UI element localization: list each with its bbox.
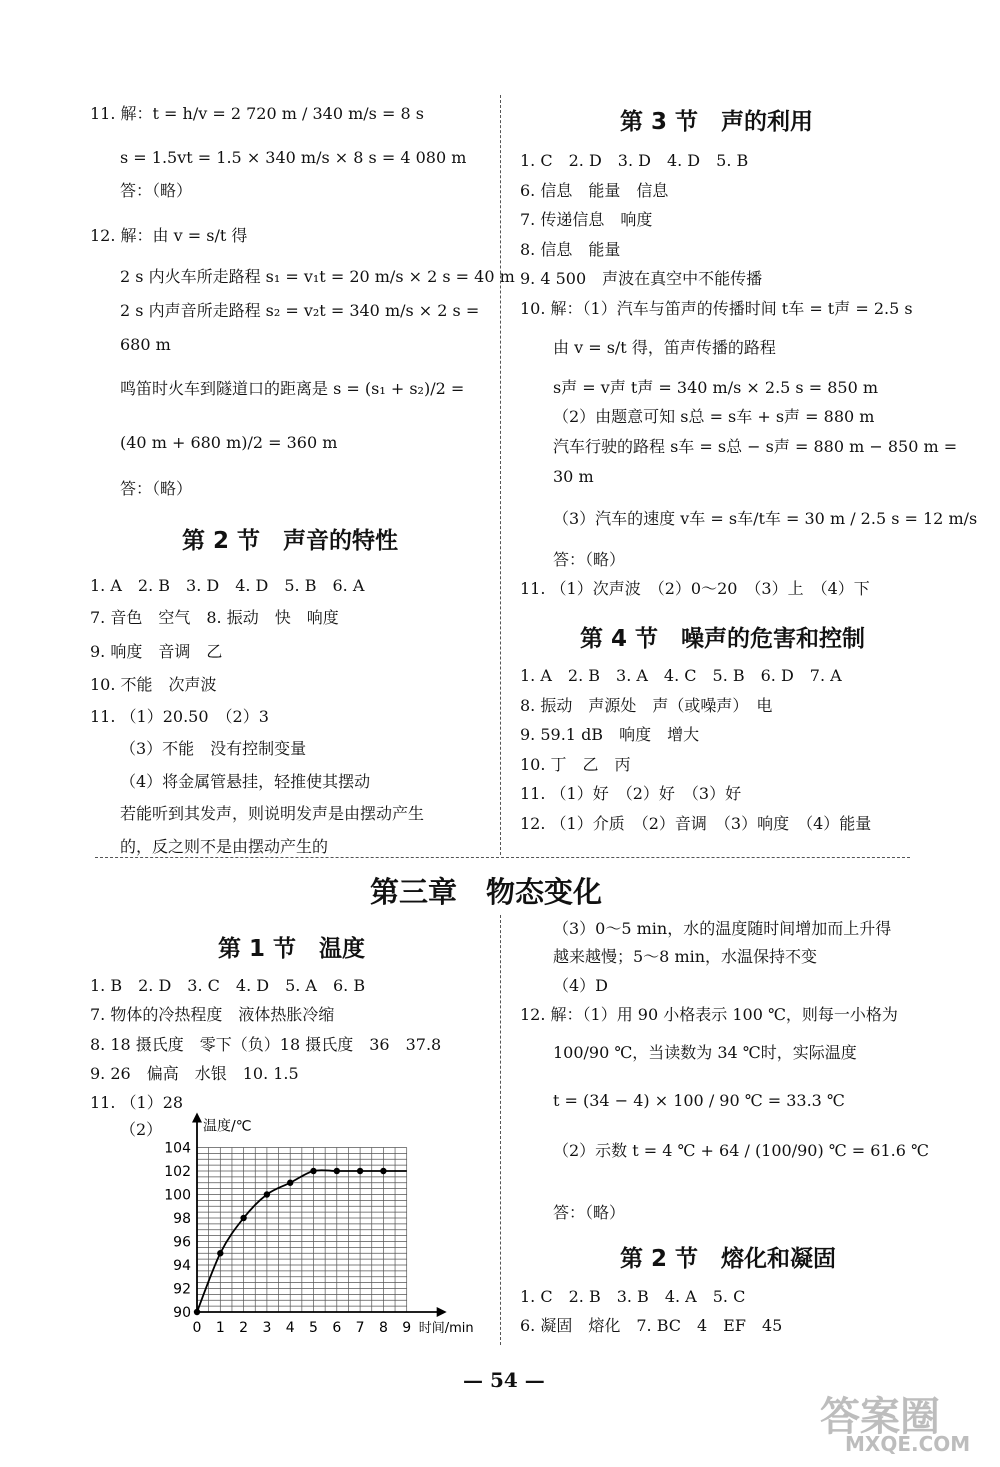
answer-line: 11. （1）20.50 （2）3 [90, 707, 269, 726]
data-point [380, 1168, 386, 1174]
answer-line: 答：（略） [553, 1203, 626, 1222]
data-point [357, 1168, 363, 1174]
answer-line: 11. 解：t = h/v = 2 720 m / 340 m/s = 8 s [90, 104, 424, 123]
x-tick-label: 0 [192, 1320, 202, 1336]
answer-line: 7. 传递信息 响度 [520, 210, 653, 229]
answer-line: t = (34 − 4) × 100 / 90 ℃ = 33.3 ℃ [553, 1091, 845, 1110]
page-number: — 54 — [463, 1368, 545, 1392]
x-axis-label: 时间/min [418, 1321, 474, 1336]
answer-line: (40 m + 680 m)/2 = 360 m [120, 433, 338, 452]
answer-line: 1. C 2. B 3. B 4. A 5. C [520, 1287, 746, 1306]
answer-line: 1. B 2. D 3. C 4. D 5. A 6. B [90, 976, 366, 995]
answer-line: 11. （1）好 （2）好 （3）好 [520, 784, 742, 803]
answer-line: 680 m [120, 335, 171, 354]
temperature-time-chart [155, 1110, 500, 1340]
answer-line: （2）示数 t = 4 ℃ + 64 / (100/90) ℃ = 61.6 ℃ [553, 1141, 929, 1160]
data-point [287, 1180, 293, 1186]
answer-line: 6. 凝固 熔化 7. BC 4 EF 45 [520, 1316, 783, 1335]
answer-line: 10. 解：（1）汽车与笛声的传播时间 t车 = t声 = 2.5 s [520, 299, 913, 318]
data-point [217, 1250, 223, 1256]
y-axis-label: 温度/℃ [203, 1118, 252, 1135]
answer-line: 10. 不能 次声波 [90, 675, 217, 694]
y-tick-label: 92 [173, 1281, 191, 1298]
answer-line: （4）D [553, 976, 609, 995]
answer-line: 12. 解：由 v = s/t 得 [90, 226, 248, 245]
answer-line: 2 s 内火车所走路程 s₁ = v₁t = 20 m/s × 2 s = 40 m [120, 267, 515, 286]
y-tick-label: 102 [164, 1164, 191, 1180]
answer-line: 答：（略） [553, 550, 626, 569]
answer-line: （2）由题意可知 s总 = s车 + s声 = 880 m [553, 407, 875, 426]
chapter-divider [95, 857, 910, 858]
answer-line: （3）0～5 min，水的温度随时间增加而上升得 [553, 919, 892, 938]
x-tick-label: 3 [262, 1320, 272, 1336]
x-tick-label: 5 [309, 1320, 318, 1336]
answer-line: 9. 响度 音调 乙 [90, 642, 223, 661]
y-tick-label: 94 [173, 1258, 191, 1274]
answer-line: 答：（略） [120, 181, 193, 200]
y-axis-arrow [192, 1113, 202, 1123]
watermark-url: MXQE.COM [845, 1432, 971, 1456]
data-point [194, 1309, 200, 1315]
chart-grid [197, 1148, 407, 1313]
section-title-2-melting: 第 2 节 熔化和凝固 [620, 1246, 837, 1272]
answer-line: 9. 4 500 声波在真空中不能传播 [520, 269, 763, 288]
answer-line: 9. 59.1 dB 响度 增大 [520, 725, 700, 744]
answer-line: 30 m [553, 467, 594, 486]
watermark-logo: 答案圈 [820, 1394, 940, 1440]
answer-line: 7. 音色 空气 8. 振动 快 响度 [90, 608, 339, 627]
answer-line: 8. 信息 能量 [520, 240, 621, 259]
section-title-3-sound-use: 第 3 节 声的利用 [620, 109, 814, 135]
answer-line: 11. （1）28 [90, 1093, 184, 1112]
answer-line: （3）不能 没有控制变量 [120, 739, 307, 758]
x-tick-label: 2 [239, 1320, 249, 1336]
x-tick-label: 8 [378, 1320, 388, 1336]
x-axis-arrow [437, 1307, 447, 1317]
answer-line: （2） [120, 1120, 163, 1139]
answer-line: 1. C 2. D 3. D 4. D 5. B [520, 151, 749, 170]
chart-labels [164, 1118, 473, 1337]
y-tick-label: 100 [164, 1187, 191, 1204]
section-title-2-sound-properties: 第 2 节 声音的特性 [182, 528, 399, 554]
answer-line: （3）汽车的速度 v车 = s车/t车 = 30 m / 2.5 s = 12 m/s [553, 509, 978, 528]
y-tick-label: 98 [173, 1211, 191, 1227]
data-point [264, 1191, 270, 1197]
y-tick-label: 96 [173, 1234, 191, 1251]
column-divider [500, 915, 501, 1345]
answer-line: 若能听到其发声，则说明发声是由摆动产生 [120, 804, 425, 823]
data-point [240, 1215, 246, 1221]
x-tick-label: 9 [402, 1320, 412, 1336]
answer-line: 100/90 ℃，当读数为 34 ℃时，实际温度 [553, 1043, 857, 1062]
chapter-title: 第三章 物态变化 [370, 875, 603, 909]
section-title-1-temperature: 第 1 节 温度 [218, 936, 366, 962]
answer-line: 12. 解：（1）用 90 小格表示 100 ℃，则每一小格为 [520, 1005, 898, 1024]
chart-axes [192, 1113, 447, 1318]
answer-line: 8. 振动 声源处 声（或噪声） 电 [520, 696, 773, 715]
answer-line: s = 1.5vt = 1.5 × 340 m/s × 8 s = 4 080 m [120, 148, 467, 167]
answer-line: 12. （1）介质 （2）音调 （3）响度 （4）能量 [520, 814, 872, 833]
y-tick-label: 90 [173, 1305, 191, 1321]
x-tick-label: 7 [355, 1320, 365, 1336]
y-tick-label: 104 [164, 1140, 191, 1157]
x-tick-label: 4 [285, 1320, 295, 1336]
answer-line: 6. 信息 能量 信息 [520, 181, 669, 200]
answer-line: 越来越慢；5～8 min，水温保持不变 [553, 947, 818, 966]
answer-line: 的，反之则不是由摆动产生的 [120, 837, 329, 856]
data-point [310, 1168, 316, 1174]
answer-line: 1. A 2. B 3. A 4. C 5. B 6. D 7. A [520, 666, 842, 685]
section-title-4-noise: 第 4 节 噪声的危害和控制 [580, 626, 866, 652]
answer-line: 11. （1）次声波 （2）0～20 （3）上 （4）下 [520, 579, 870, 598]
answer-line: 7. 物体的冷热程度 液体热胀冷缩 [90, 1005, 335, 1024]
x-tick-label: 6 [332, 1320, 342, 1336]
answer-line: 由 v = s/t 得，笛声传播的路程 [553, 338, 776, 357]
answer-line: 答：（略） [120, 479, 193, 498]
answer-line: 汽车行驶的路程 s车 = s总 − s声 = 880 m − 850 m = [553, 437, 958, 456]
column-divider [500, 95, 501, 855]
answer-line: s声 = v声 t声 = 340 m/s × 2.5 s = 850 m [553, 378, 879, 397]
answer-line: 8. 18 摄氏度 零下（负）18 摄氏度 36 37.8 [90, 1035, 442, 1054]
answer-line: 鸣笛时火车到隧道口的距离是 s = (s₁ + s₂)/2 = [120, 379, 465, 398]
data-point [334, 1168, 340, 1174]
answer-line: 10. 丁 乙 丙 [520, 755, 631, 774]
answer-line: 2 s 内声音所走路程 s₂ = v₂t = 340 m/s × 2 s = [120, 301, 480, 320]
answer-line: （4）将金属管悬挂，轻推使其摆动 [120, 772, 371, 791]
answer-line: 9. 26 偏高 水银 10. 1.5 [90, 1064, 299, 1083]
answer-line: 1. A 2. B 3. D 4. D 5. B 6. A [90, 576, 365, 595]
x-tick-label: 1 [215, 1320, 225, 1336]
